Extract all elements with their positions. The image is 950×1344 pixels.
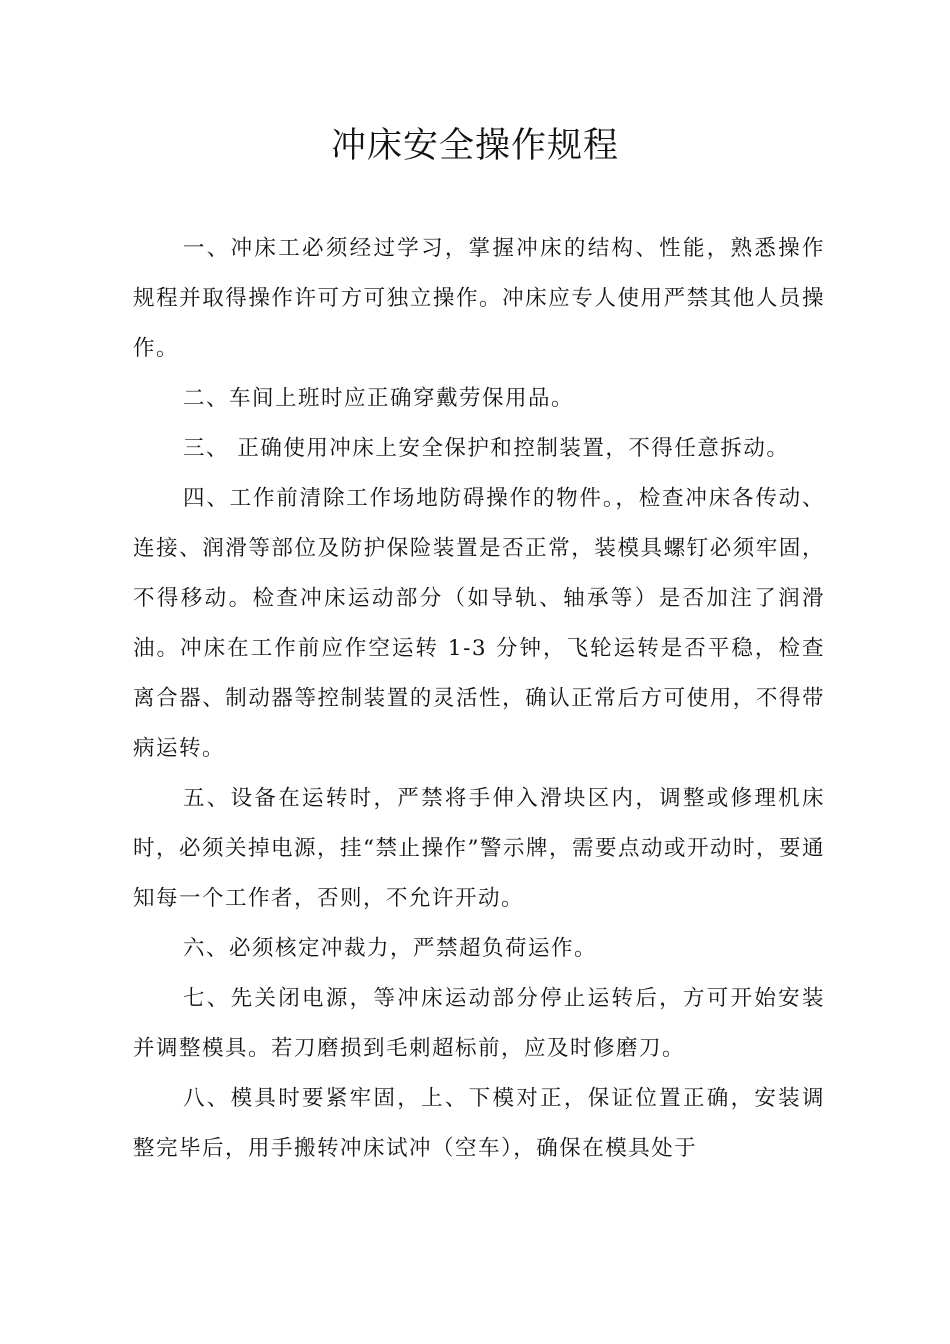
paragraph-2: 二、车间上班时应正确穿戴劳保用品。	[183, 386, 575, 411]
document-body	[133, 224, 825, 1174]
paragraph-7: 七、先关闭电源，等冲床运动部分停止运转后，方可开始安装并调整模具。若刀磨损到毛刺超标前，应及时修磨刀。	[133, 986, 825, 1061]
paragraph-4: 四、工作前清除工作场地防碍操作的物件。，检查冲床各传动、连接、润滑等部位及防护保险装置是否正常，装模具螺钉必须牢固，不得移动。检查冲床运动部分（如导轨、轴承等）是否加注了润滑油。冲床在工作前应作空运转 1-3 分钟，飞轮运转是否平稳，检查离合器、制动器等控制装置的灵活性，确认正常后方可使用，不得带病运转。	[133, 486, 825, 761]
paragraph-3: 三、 正确使用冲床上安全保护和控制装置，不得任意拆动。	[183, 436, 790, 461]
paragraph-6: 六、必须核定冲裁力，严禁超负荷运作。	[183, 936, 598, 961]
paragraph-8: 八、模具时要紧牢固，上、下模对正，保证位置正确，安装调整完毕后，用手搬转冲床试冲（空车），确保在模具处于	[133, 1086, 825, 1161]
paragraph-5: 五、设备在运转时，严禁将手伸入滑块区内，调整或修理机床时，必须关掉电源，挂“禁止操作”警示牌，需要点动或开动时，要通知每一个工作者，否则，不允许开动。	[133, 786, 825, 911]
document-title: 冲床安全操作规程	[330, 126, 619, 166]
paragraph-1: 一、冲床工必须经过学习，掌握冲床的结构、性能，熟悉操作规程并取得操作许可方可独立操作。冲床应专人使用严禁其他人员操作。	[133, 236, 825, 361]
